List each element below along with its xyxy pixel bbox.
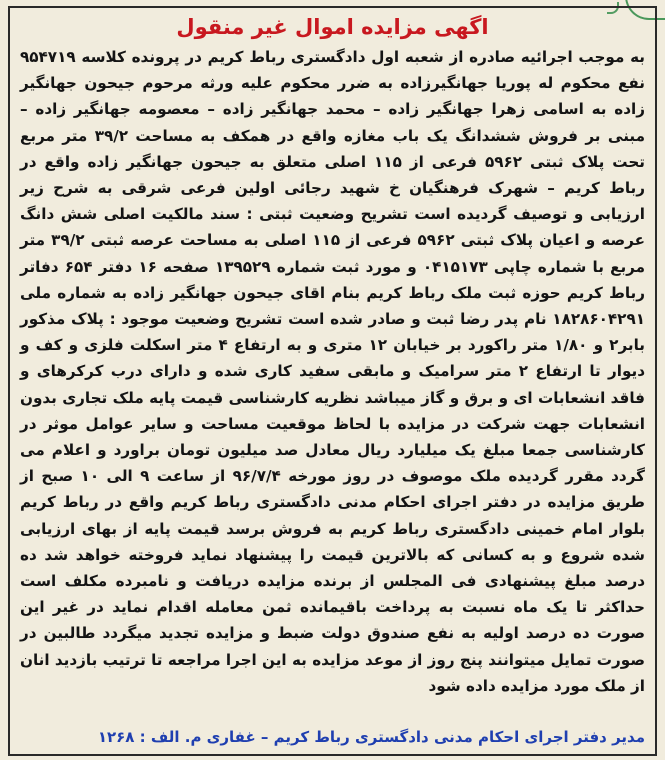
notice-body: به موجب اجرائیه صادره از شعبه اول دادگستری رباط کریم در پرونده کلاسه ۹۵۴۷۱۹ نفع محکوم له پوریا جهانگیرزاده به ضرر محکوم علیه ورثه مرحوم جیحون جهانگیر زاده به اسامی زهرا جهانگیر زاده – محمد جهانگیر زاده – معصومه جهانگیر زاده – مبنی بر فروش ششدانگ یک باب مغازه واقع در همکف به مساحت ۳۹/۲ متر مربع تحت پلاک ثبتی ۵۹۶۲ فرعی از ۱۱۵ اصلی متعلق به جیحون جهانگیر زاده واقع در رباط کریم – شهرک فرهنگیان خ شهید رجائی اولین فرعی شرقی به شرح زیر ارزیابی و توصیف گردیده است تشریح وضعیت ثبتی : سند مالکیت اصلی شش دانگ عرصه و اعیان پلاک ثبتی ۵۹۶۲ فرعی از ۱۱۵ اصلی به مساحت عرصه ثبتی ۳۹/۲ متر مربع با شماره چاپی ۰۴۱۵۱۷۳ و مورد ثبت شماره ۱۳۹۵۲۹ صفحه ۱۶ دفتر ۶۵۴ دفاتر رباط کریم حوزه ثبت ملک رباط کریم بنام اقای جیحون جهانگیر زاده به شماره ملی ۱۸۲۸۶۰۴۲۹۱ نام پدر رضا ثبت و صادر شده است تشریح وضعیت موجود : پلاک مذکور بابر۲ و ۱/۸۰ متر راکورد بر خیابان ۱۲ متری و به ارتفاع ۴ متر اسکلت فلزی و کف و دیوار تا ارتفاع ۲ متر سرامیک و مابقی سفید کاری شده و دارای درب کرکرهای و فاقد انشعابات ای و برق و گاز میباشد نظریه کارشناسی قیمت پایه ملک تجاری بدون انشعابات جهت شرکت در مزایده با لحاظ موقعیت مساحت و سایر عوامل موثر در کارشناسی جمعا مبلغ یک میلیارد ریال معادل صد میلیون تومان براورد و اعلام می گردد مقرر گردیده ملک موصوف در روز مورخه ۹۶/۷/۴ از ساعت ۹ الی ۱۰ صبح از طریق مزایده در دفتر اجرای احکام مدنی دادگستری رباط کریم واقع در رباط کریم بلوار امام خمینی دادگستری رباط کریم به فروش برسد قیمت پایه از بهای ارزیابی شده شروع و به کسانی که بالاترین قیمت را پیشنهاد نماید فروخته خواهد شد ده درصد مبلغ پیشنهادی فی المجلس از برنده مزایده دریافت و نامبرده مکلف است حداکثر تا یک ماه نسبت به پرداخت باقیمانده ثمن معامله اقدام نماید در غیر این صورت ده درصد اولیه به نفع صندوق دولت ضبط و مزایده تجدید میگردد طالبین در صورت تمایل میتوانند پنج روز از موعد مزایده به این اجرا مراجعه تا ترتیب بازدید انان از ملک مورد مزایده داده شود xyxy=(20,48,646,695)
notice-footer: مدیر دفتر اجرای احکام مدنی دادگستری رباط کریم – غفاری م. الف : ۱۲۶۸ xyxy=(97,728,645,746)
notice-title: اگهی مزایده اموال غیر منقول xyxy=(176,15,489,39)
notice-box xyxy=(8,6,657,756)
